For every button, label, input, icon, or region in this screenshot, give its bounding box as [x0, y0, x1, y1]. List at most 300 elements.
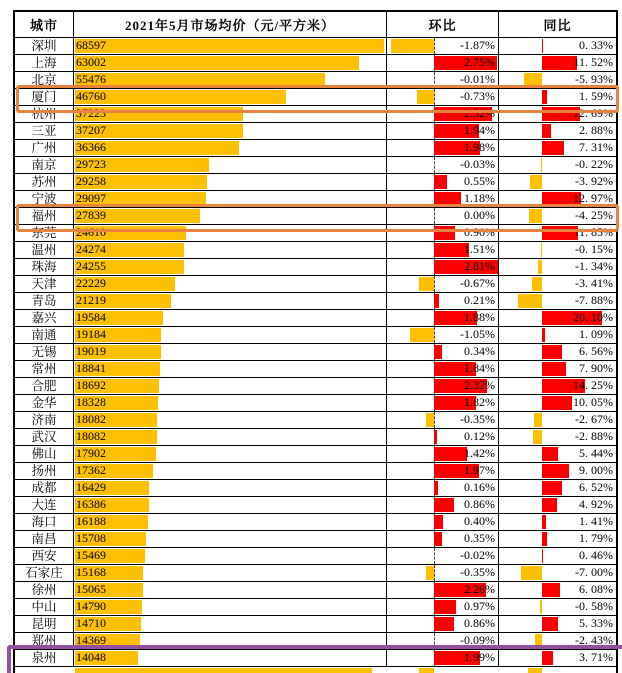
mom-value: 1.88%	[464, 310, 495, 324]
mom-value: 2.52%	[464, 106, 495, 120]
table-row	[15, 514, 616, 531]
yoy-bar	[540, 600, 542, 614]
mom-bar	[434, 498, 454, 512]
mom-value: 1.94%	[464, 123, 495, 137]
mom-cell	[387, 463, 499, 479]
yoy-cell	[499, 497, 616, 513]
yoy-value: -3. 41%	[575, 276, 613, 290]
city-cell	[15, 463, 74, 479]
mom-value: 0.00%	[464, 208, 495, 222]
yoy-cell	[499, 633, 616, 649]
price-value: 17362	[76, 463, 106, 477]
mom-cell	[387, 55, 499, 71]
price-value: 63002	[76, 55, 106, 69]
mom-cell	[387, 344, 499, 360]
table-row	[15, 310, 616, 327]
city-label: 郑州	[31, 633, 57, 648]
yoy-cell	[499, 123, 616, 139]
table-row	[15, 429, 616, 446]
mom-value: 1.42%	[464, 446, 495, 460]
city-label: 宁波	[31, 191, 57, 206]
yoy-value: 6. 08%	[579, 582, 613, 596]
city-cell	[15, 259, 74, 275]
mom-bar	[434, 515, 443, 529]
city-label: 济南	[31, 412, 57, 427]
city-cell	[15, 242, 74, 258]
yoy-bar	[534, 413, 542, 427]
yoy-value: 0. 33%	[579, 38, 613, 52]
city-cell	[15, 106, 74, 122]
mom-bar	[426, 413, 434, 427]
mom-cell	[387, 616, 499, 632]
yoy-bar	[542, 651, 553, 665]
mom-value: 2.26%	[464, 582, 495, 596]
yoy-bar	[542, 498, 557, 512]
yoy-cell	[499, 650, 616, 666]
yoy-cell	[499, 89, 616, 105]
table-body	[15, 38, 616, 667]
price-cell	[74, 395, 387, 411]
price-cell	[74, 497, 387, 513]
yoy-value: 5. 33%	[579, 616, 613, 630]
mom-cell	[387, 191, 499, 207]
city-cell	[15, 412, 74, 428]
mom-cell	[387, 582, 499, 598]
table-row	[15, 38, 616, 55]
city-cell	[15, 327, 74, 343]
price-bar	[75, 56, 359, 70]
yoy-cell	[499, 361, 616, 377]
yoy-cell	[499, 191, 616, 207]
mom-value: 1.84%	[464, 361, 495, 375]
mom-axis-dashed-line	[434, 72, 435, 88]
yoy-cell	[499, 412, 616, 428]
price-cell	[74, 344, 387, 360]
mom-value: 0.90%	[464, 225, 495, 239]
mom-bar	[434, 617, 454, 631]
yoy-value: 5. 44%	[579, 446, 613, 460]
mom-axis-dashed-line	[434, 565, 435, 581]
yoy-bar	[533, 430, 542, 444]
city-cell	[15, 89, 74, 105]
city-label: 天津	[31, 276, 57, 291]
price-bar	[75, 90, 286, 104]
price-value: 37223	[76, 106, 106, 120]
city-label: 青岛	[31, 293, 57, 308]
city-label: 大连	[31, 497, 57, 512]
mom-cell	[387, 599, 499, 615]
price-cell	[74, 446, 387, 462]
mom-bar	[434, 481, 438, 495]
yoy-bar	[530, 175, 542, 189]
city-label: 厦门	[31, 89, 57, 104]
price-cell	[74, 599, 387, 615]
price-value: 17902	[76, 446, 106, 460]
mom-cell	[387, 259, 499, 275]
city-cell	[15, 378, 74, 394]
table-row	[15, 616, 616, 633]
mom-axis-dashed-line	[434, 157, 435, 173]
yoy-value: 7. 31%	[579, 140, 613, 154]
price-value: 14710	[76, 616, 106, 630]
city-cell	[15, 548, 74, 564]
price-value: 36366	[76, 140, 106, 154]
yoy-bar	[542, 583, 560, 597]
yoy-value: 12. 97%	[573, 191, 613, 205]
yoy-bar	[542, 90, 547, 104]
mom-axis-dashed-line	[434, 38, 435, 54]
table-row	[15, 599, 616, 616]
city-cell	[15, 446, 74, 462]
yoy-value: 9. 00%	[579, 463, 613, 477]
city-label: 南通	[31, 327, 57, 342]
mom-value: 2.32%	[464, 378, 495, 392]
yoy-value: 6. 52%	[579, 480, 613, 494]
mom-bar	[434, 175, 447, 189]
yoy-bar	[542, 124, 551, 138]
price-cell	[74, 378, 387, 394]
yoy-cell	[499, 548, 616, 564]
mom-cell	[387, 123, 499, 139]
mom-cell	[387, 548, 499, 564]
yoy-value: -7. 00%	[575, 565, 613, 579]
price-cell	[74, 89, 387, 105]
city-cell	[15, 582, 74, 598]
mom-value: 0.34%	[464, 344, 495, 358]
table-row	[15, 140, 616, 157]
city-cell	[15, 140, 74, 156]
city-cell	[15, 531, 74, 547]
yoy-cell	[499, 310, 616, 326]
price-value: 16429	[76, 480, 106, 494]
yoy-cell	[499, 463, 616, 479]
price-cell	[74, 191, 387, 207]
yoy-bar	[518, 294, 542, 308]
price-cell	[74, 140, 387, 156]
yoy-bar	[542, 328, 545, 342]
price-value: 15469	[76, 548, 106, 562]
price-cell	[74, 480, 387, 496]
city-cell	[15, 650, 74, 666]
mom-bar	[434, 294, 439, 308]
mom-cell	[387, 446, 499, 462]
yoy-cell	[499, 378, 616, 394]
yoy-value: 10. 05%	[573, 395, 613, 409]
mom-bar	[434, 600, 456, 614]
yoy-value: 1. 79%	[579, 531, 613, 545]
price-cell	[74, 327, 387, 343]
mom-bar	[410, 328, 434, 342]
city-label: 上海	[31, 55, 57, 70]
city-label: 金华	[31, 395, 57, 410]
table-row	[15, 395, 616, 412]
yoy-cell	[499, 429, 616, 445]
yoy-bar	[542, 362, 566, 376]
mom-value: 1.82%	[464, 395, 495, 409]
yoy-cell	[499, 242, 616, 258]
city-label: 中山	[31, 599, 57, 614]
mom-bar	[434, 447, 467, 461]
yoy-bar	[542, 617, 558, 631]
mom-cell	[387, 480, 499, 496]
table-row	[15, 446, 616, 463]
mom-cell	[387, 140, 499, 156]
city-cell	[15, 72, 74, 88]
table-header-row	[15, 12, 616, 38]
price-cell	[74, 123, 387, 139]
mom-cell	[387, 361, 499, 377]
price-value: 27839	[76, 208, 106, 222]
yoy-cell	[499, 344, 616, 360]
table-row	[15, 463, 616, 480]
mom-value: -0.35%	[460, 565, 495, 579]
city-label: 温州	[31, 242, 57, 257]
yoy-value: 14. 25%	[573, 378, 613, 392]
yoy-bar	[542, 549, 543, 563]
mom-cell	[387, 514, 499, 530]
mom-axis-dashed-line	[434, 327, 435, 343]
yoy-cell	[499, 38, 616, 54]
table-row	[15, 344, 616, 361]
city-cell	[15, 225, 74, 241]
price-bar	[75, 39, 384, 53]
mom-bar	[417, 90, 434, 104]
table-row	[15, 225, 616, 242]
table-row	[15, 276, 616, 293]
price-value: 16386	[76, 497, 106, 511]
mom-cell	[387, 89, 499, 105]
yoy-value: -2. 43%	[575, 633, 613, 647]
city-cell	[15, 38, 74, 54]
yoy-bar	[542, 345, 562, 359]
city-cell	[15, 276, 74, 292]
price-cell	[74, 429, 387, 445]
yoy-value: 2. 88%	[579, 123, 613, 137]
yoy-value: 1. 59%	[579, 89, 613, 103]
mom-cell	[387, 208, 499, 224]
mom-value: 0.40%	[464, 514, 495, 528]
city-label: 南昌	[31, 531, 57, 546]
yoy-cell	[499, 259, 616, 275]
mom-value: -0.03%	[460, 157, 495, 171]
mom-value: 0.55%	[464, 174, 495, 188]
price-value: 19019	[76, 344, 106, 358]
yoy-bar	[542, 532, 547, 546]
yoy-cell	[499, 565, 616, 581]
city-cell	[15, 429, 74, 445]
table-row	[15, 412, 616, 429]
city-cell	[15, 497, 74, 513]
mom-value: -0.73%	[460, 89, 495, 103]
yoy-cell	[499, 140, 616, 156]
mom-value: 0.12%	[464, 429, 495, 443]
price-cell	[74, 225, 387, 241]
mom-bar	[391, 39, 434, 53]
yoy-cell	[499, 174, 616, 190]
city-cell	[15, 599, 74, 615]
city-price-table	[13, 10, 618, 673]
price-cell	[74, 293, 387, 309]
table-row	[15, 480, 616, 497]
yoy-value: 1. 41%	[579, 514, 613, 528]
city-label: 常州	[31, 361, 57, 376]
table-row	[15, 497, 616, 514]
city-cell	[15, 174, 74, 190]
mom-bar	[434, 345, 442, 359]
mom-cell	[387, 378, 499, 394]
yoy-bar	[538, 260, 542, 274]
price-cell	[74, 412, 387, 428]
price-cell	[74, 72, 387, 88]
mom-bar	[434, 532, 442, 546]
city-label: 苏州	[31, 174, 57, 189]
yoy-cell	[499, 582, 616, 598]
column-header-price: 2021年5月市场均价（元/平方米）	[74, 12, 387, 37]
city-cell	[15, 616, 74, 632]
price-cell	[74, 276, 387, 292]
price-cell	[74, 174, 387, 190]
mom-value: 2.75%	[464, 55, 495, 69]
mom-bar	[426, 566, 434, 580]
price-value: 18082	[76, 429, 106, 443]
yoy-cell	[499, 446, 616, 462]
mom-value: 2.81%	[464, 259, 495, 273]
price-value: 19184	[76, 327, 106, 341]
table-row	[15, 55, 616, 72]
price-cell	[74, 208, 387, 224]
price-value: 15708	[76, 531, 106, 545]
table-row	[15, 72, 616, 89]
city-label: 武汉	[31, 429, 57, 444]
mom-value: 0.97%	[464, 599, 495, 613]
price-cell	[74, 310, 387, 326]
city-label: 北京	[31, 72, 57, 87]
table-row	[15, 208, 616, 225]
mom-value: 0.35%	[464, 531, 495, 545]
city-cell	[15, 514, 74, 530]
city-label: 杭州	[31, 106, 57, 121]
yoy-value: -3. 92%	[575, 174, 613, 188]
price-value: 18692	[76, 378, 106, 392]
city-label: 泉州	[31, 650, 57, 665]
table-row	[15, 531, 616, 548]
yoy-bar	[529, 209, 542, 223]
mom-value: -0.01%	[460, 72, 495, 86]
price-value: 15065	[76, 582, 106, 596]
mom-cell	[387, 157, 499, 173]
price-cell	[74, 38, 387, 54]
yoy-value: 12. 69%	[573, 106, 613, 120]
mom-cell	[387, 72, 499, 88]
yoy-cell	[499, 157, 616, 173]
yoy-value: 11. 85%	[573, 225, 613, 239]
yoy-bar	[542, 447, 558, 461]
price-cell	[74, 650, 387, 666]
price-value: 18841	[76, 361, 106, 375]
price-cell	[74, 106, 387, 122]
price-value: 14048	[76, 650, 106, 664]
price-value: 68597	[76, 38, 106, 52]
city-cell	[15, 123, 74, 139]
price-value: 24610	[76, 225, 106, 239]
city-cell	[15, 565, 74, 581]
yoy-bar	[535, 634, 542, 648]
table-row	[15, 106, 616, 123]
yoy-value: -4. 25%	[575, 208, 613, 222]
city-cell	[15, 480, 74, 496]
yoy-value: 3. 71%	[579, 650, 613, 664]
price-value: 29258	[76, 174, 106, 188]
mom-cell	[387, 276, 499, 292]
yoy-value: 0. 46%	[579, 548, 613, 562]
yoy-value: 4. 92%	[579, 497, 613, 511]
price-value: 15168	[76, 565, 106, 579]
mom-cell	[387, 650, 499, 666]
price-cell	[74, 463, 387, 479]
column-header-city: 城市	[15, 12, 74, 37]
price-value: 55476	[76, 72, 106, 86]
city-cell	[15, 157, 74, 173]
yoy-cell	[499, 531, 616, 547]
table-row	[15, 174, 616, 191]
city-label: 徐州	[31, 582, 57, 597]
yoy-cell	[499, 72, 616, 88]
price-bar	[75, 73, 325, 87]
price-value: 29097	[76, 191, 106, 205]
table-row	[15, 548, 616, 565]
partial-yoy-bar	[528, 668, 542, 673]
yoy-bar	[542, 515, 546, 529]
yoy-bar	[542, 141, 564, 155]
price-value: 21219	[76, 293, 106, 307]
table-row	[15, 327, 616, 344]
yoy-bar	[521, 566, 542, 580]
mom-axis-dashed-line	[434, 208, 435, 224]
city-label: 海口	[31, 514, 57, 529]
yoy-value: 1. 09%	[579, 327, 613, 341]
price-value: 14790	[76, 599, 106, 613]
yoy-value: 7. 90%	[579, 361, 613, 375]
yoy-bar	[524, 73, 542, 87]
yoy-cell	[499, 276, 616, 292]
yoy-cell	[499, 225, 616, 241]
yoy-value: 11. 52%	[573, 55, 613, 69]
city-label: 三亚	[31, 123, 57, 138]
yoy-value: -2. 88%	[575, 429, 613, 443]
city-label: 扬州	[31, 463, 57, 478]
mom-bar	[419, 277, 434, 291]
table-row	[15, 378, 616, 395]
table-row	[15, 293, 616, 310]
yoy-bar	[542, 56, 577, 70]
mom-cell	[387, 497, 499, 513]
city-cell	[15, 633, 74, 649]
mom-value: 0.86%	[464, 616, 495, 630]
table-row	[15, 123, 616, 140]
mom-cell	[387, 565, 499, 581]
mom-cell	[387, 38, 499, 54]
mom-value: -1.87%	[460, 38, 495, 52]
table-row	[15, 259, 616, 276]
city-cell	[15, 191, 74, 207]
city-label: 深圳	[31, 38, 57, 53]
yoy-value: -0. 22%	[575, 157, 613, 171]
price-value: 16188	[76, 514, 106, 528]
city-label: 珠海	[31, 259, 57, 274]
price-cell	[74, 582, 387, 598]
yoy-cell	[499, 208, 616, 224]
mom-value: -0.02%	[460, 548, 495, 562]
